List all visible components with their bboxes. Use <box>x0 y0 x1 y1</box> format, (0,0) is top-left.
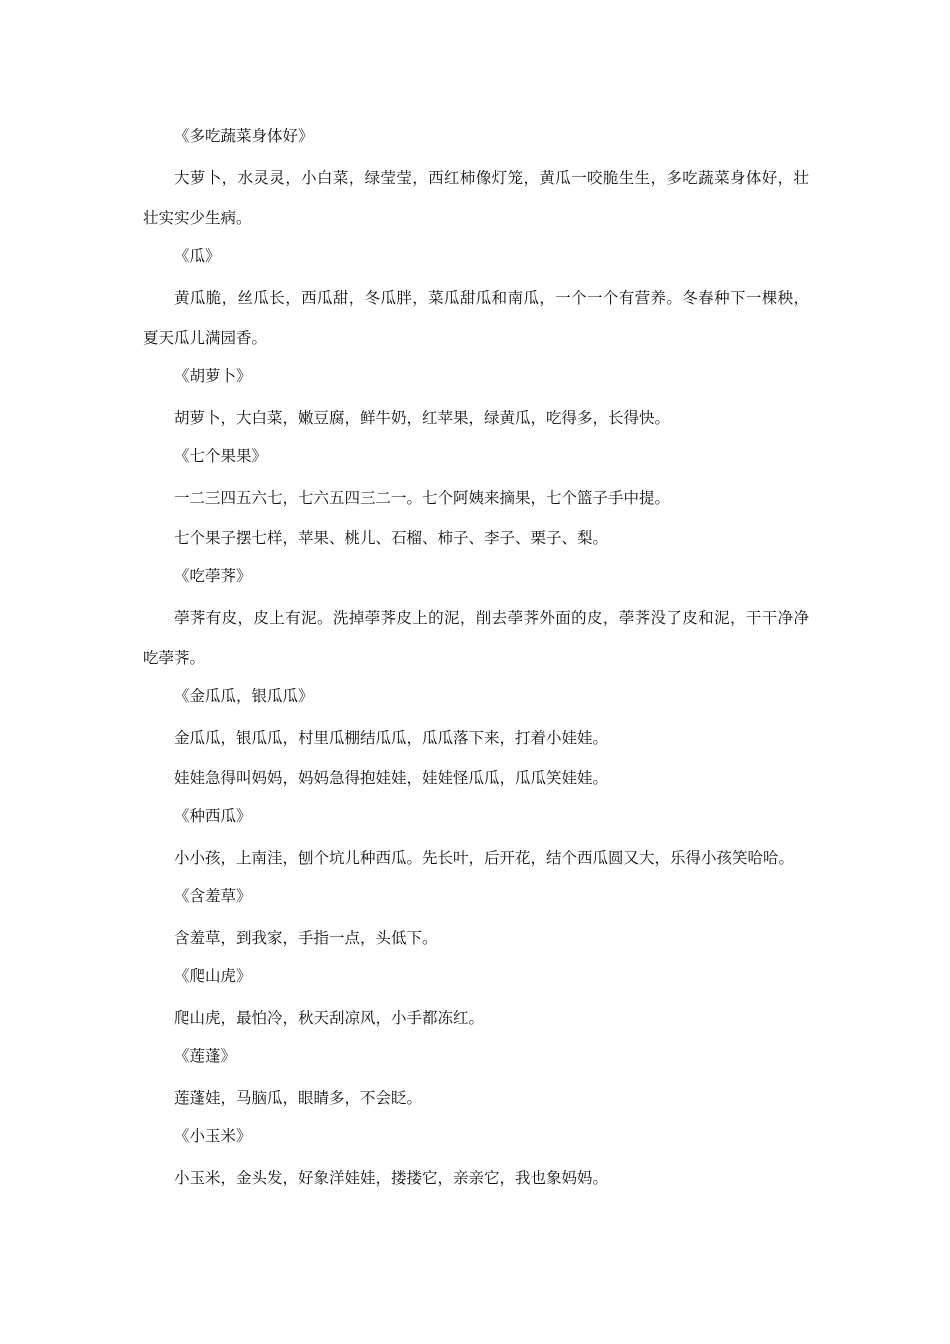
section-paragraph: 小玉米，金头发，好象洋娃娃，搂搂它，亲亲它，我也象妈妈。 <box>174 1169 609 1187</box>
section-paragraph: 含羞草，到我家，手指一点，头低下。 <box>174 929 438 947</box>
section-title: 《小玉米》 <box>174 1127 252 1145</box>
section-10 <box>143 1038 809 1118</box>
section-title: 《种西瓜》 <box>174 807 252 825</box>
section-9 <box>143 958 809 1038</box>
section-paragraph: 荸荠有皮，皮上有泥。洗掉荸荠皮上的泥，削去荸荠外面的皮，荸荠没了皮和泥，干干净净吃荸荠。 <box>143 609 809 667</box>
section-title: 《金瓜瓜，银瓜瓜》 <box>174 687 314 705</box>
section-paragraph: 金瓜瓜，银瓜瓜，村里瓜棚结瓜瓜，瓜瓜落下来，打着小娃娃。 <box>174 729 609 747</box>
section-paragraph: 黄瓜脆，丝瓜长，西瓜甜，冬瓜胖，菜瓜甜瓜和南瓜，一个一个有营养。冬春种下一棵秧，夏天瓜儿满园香。 <box>143 289 809 347</box>
section-8 <box>143 878 809 958</box>
section-7 <box>143 798 809 878</box>
section-2 <box>143 238 809 358</box>
section-1 <box>143 118 809 238</box>
section-title: 《爬山虎》 <box>174 967 252 985</box>
section-5 <box>143 558 809 678</box>
section-paragraph: 胡萝卜，大白菜，嫩豆腐，鲜牛奶，红苹果，绿黄瓜，吃得多，长得快。 <box>174 409 671 427</box>
section-title: 《瓜》 <box>174 247 221 265</box>
section-6 <box>143 678 809 798</box>
section-title: 《含羞草》 <box>174 887 252 905</box>
document-body <box>143 118 809 1198</box>
section-paragraph: 爬山虎，最怕冷，秋天刮凉风，小手都冻红。 <box>174 1009 485 1027</box>
section-paragraph: 莲蓬娃，马脑瓜，眼睛多，不会眨。 <box>174 1089 423 1107</box>
section-11 <box>143 1118 809 1198</box>
section-paragraph: 娃娃急得叫妈妈，妈妈急得抱娃娃，娃娃怪瓜瓜，瓜瓜笑娃娃。 <box>174 769 609 787</box>
section-3 <box>143 358 809 438</box>
section-paragraph: 七个果子摆七样，苹果、桃儿、石榴、柿子、李子、栗子、梨。 <box>174 529 609 547</box>
section-paragraph: 大萝卜，水灵灵，小白菜，绿莹莹，西红柿像灯笼，黄瓜一咬脆生生，多吃蔬菜身体好，壮壮实实少生病。 <box>143 169 809 227</box>
section-title: 《多吃蔬菜身体好》 <box>174 127 314 145</box>
section-title: 《七个果果》 <box>174 447 268 465</box>
section-4 <box>143 438 809 558</box>
section-title: 《吃荸荠》 <box>174 567 252 585</box>
section-title: 《莲蓬》 <box>174 1047 237 1065</box>
section-title: 《胡萝卜》 <box>174 367 252 385</box>
section-paragraph: 小小孩，上南洼，刨个坑儿种西瓜。先长叶，后开花，结个西瓜圆又大，乐得小孩笑哈哈。 <box>174 849 795 867</box>
section-paragraph: 一二三四五六七，七六五四三二一。七个阿姨来摘果，七个篮子手中提。 <box>174 489 671 507</box>
